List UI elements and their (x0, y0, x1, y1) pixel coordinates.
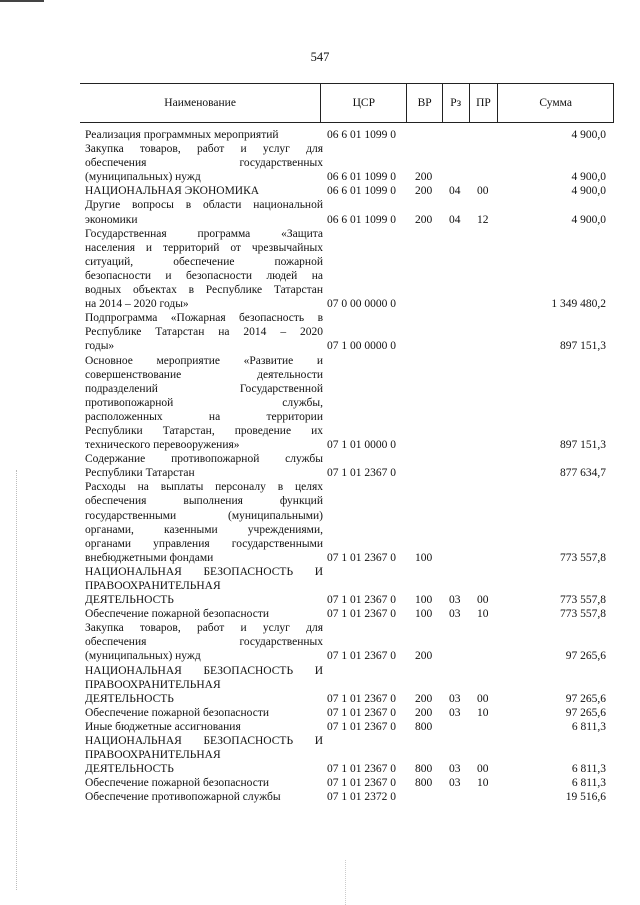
row-name (80, 198, 323, 226)
row-name-line: Основное мероприятие «Развитие и (85, 354, 323, 367)
row-csr: 07 1 01 2367 0 (327, 706, 396, 719)
row-name-line: ДЕЯТЕЛЬНОСТЬ (85, 594, 174, 607)
row-csr: 07 1 01 2367 0 (327, 720, 396, 733)
row-name (80, 354, 323, 453)
row-sum: 6 811,3 (571, 777, 606, 790)
row-name-line: подразделений Государственной (85, 382, 323, 395)
row-name-line: ДЕЯТЕЛЬНОСТЬ (85, 692, 174, 705)
row-name-line: ПРАВООХРАНИТЕЛЬНАЯ (85, 678, 221, 691)
row-rz: 03 (449, 692, 461, 705)
row-sum: 773 557,8 (560, 551, 606, 564)
row-csr: 07 1 01 2367 0 (327, 763, 396, 776)
row-name (80, 664, 323, 706)
row-csr: 07 1 01 2367 0 (327, 777, 396, 790)
row-name-line: Обеспечение пожарной безопасности (85, 608, 270, 621)
row-vr: 200 (415, 692, 433, 705)
row-name-line: водных объектах в Республике Татарстан (85, 284, 323, 297)
row-csr: 06 6 01 1099 0 (327, 171, 396, 184)
row-pr: 10 (477, 777, 489, 790)
row-rz: 04 (449, 185, 461, 198)
row-vr: 200 (415, 171, 433, 184)
table-row (80, 776, 614, 790)
row-name (80, 184, 323, 198)
row-name (80, 720, 323, 734)
header-rz: Рз (442, 84, 469, 122)
row-name-line: Другие вопросы в области национальной (85, 199, 323, 212)
row-name (80, 452, 323, 480)
row-name-line: Обеспечение противопожарной службы (85, 791, 281, 804)
row-name (80, 565, 323, 607)
table-row (80, 227, 614, 312)
row-vr: 100 (415, 608, 433, 621)
table-body (80, 128, 614, 805)
row-name-line: Подпрограмма «Пожарная безопасность в (85, 312, 323, 325)
row-vr: 200 (415, 185, 433, 198)
row-name-line: Государственная программа «Защита (85, 227, 323, 240)
row-name-line: обеспечения выполнения функций (85, 495, 323, 508)
table-header (80, 83, 614, 123)
row-name-line: населения и территорий от чрезвычайных (85, 241, 323, 254)
scan-edge-mark (0, 0, 44, 2)
row-name-line: ПРАВООХРАНИТЕЛЬНАЯ (85, 749, 221, 762)
row-sum: 773 557,8 (560, 594, 606, 607)
row-rz: 04 (449, 213, 461, 226)
table-row (80, 734, 614, 776)
row-name-line: Закупка товаров, работ и услуг для (85, 622, 323, 635)
row-sum: 4 900,0 (571, 185, 606, 198)
row-name-line: НАЦИОНАЛЬНАЯ БЕЗОПАСНОСТЬ И (85, 565, 323, 578)
row-csr: 07 1 01 2367 0 (327, 467, 396, 480)
row-sum: 6 811,3 (571, 720, 606, 733)
row-name-line: НАЦИОНАЛЬНАЯ ЭКОНОМИКА (85, 185, 260, 198)
row-name-line: ситуаций, обеспечение пожарной (85, 255, 323, 268)
row-sum: 773 557,8 (560, 608, 606, 621)
row-csr: 07 1 01 2367 0 (327, 594, 396, 607)
table-row (80, 720, 614, 734)
row-pr: 00 (477, 594, 489, 607)
row-name-line: внебюджетными фондами (85, 551, 214, 564)
row-name-line: обеспечения государственных (85, 157, 323, 170)
row-sum: 19 516,6 (565, 791, 606, 804)
header-vr: ВР (406, 84, 442, 122)
row-pr: 10 (477, 608, 489, 621)
table-row (80, 480, 614, 565)
row-vr: 100 (415, 551, 433, 564)
row-name-line: Республики Татарстан (85, 467, 195, 480)
row-sum: 6 811,3 (571, 763, 606, 776)
row-name-line: органами, казенными учреждениями, (85, 523, 323, 536)
table-row (80, 128, 614, 142)
row-rz: 03 (449, 608, 461, 621)
row-rz: 03 (449, 594, 461, 607)
row-sum: 97 265,6 (565, 650, 606, 663)
row-pr: 00 (477, 763, 489, 776)
row-name-line: Иные бюджетные ассигнования (85, 720, 241, 733)
row-sum: 4 900,0 (571, 213, 606, 226)
table-row (80, 790, 614, 804)
row-name (80, 776, 323, 790)
row-name-line: противопожарной службы, (85, 396, 323, 409)
row-vr: 800 (415, 720, 433, 733)
row-name-line: НАЦИОНАЛЬНАЯ БЕЗОПАСНОСТЬ И (85, 735, 323, 748)
row-name (80, 790, 323, 804)
row-name (80, 607, 323, 621)
row-name-line: ДЕЯТЕЛЬНОСТЬ (85, 763, 174, 776)
table-row (80, 664, 614, 706)
row-rz: 03 (449, 706, 461, 719)
scan-fold-line (16, 470, 17, 890)
row-name-line: совершенствование деятельности (85, 368, 323, 381)
row-csr: 06 6 01 1099 0 (327, 185, 396, 198)
row-name-line: Расходы на выплаты персоналу в целях (85, 481, 323, 494)
row-name (80, 706, 323, 720)
row-sum: 4 900,0 (571, 171, 606, 184)
header-sum: Сумма (497, 84, 614, 122)
page-number: 547 (310, 50, 330, 64)
row-name-line: (муниципальных) нужд (85, 171, 201, 184)
row-vr: 800 (415, 777, 433, 790)
table-row (80, 311, 614, 353)
row-name-line: Закупка товаров, работ и услуг для (85, 143, 323, 156)
row-vr: 200 (415, 213, 433, 226)
row-name (80, 128, 323, 142)
row-name-line: (муниципальных) нужд (85, 650, 201, 663)
row-name (80, 621, 323, 663)
row-rz: 03 (449, 777, 461, 790)
row-name (80, 311, 323, 353)
row-csr: 07 1 01 2367 0 (327, 650, 396, 663)
row-csr: 07 1 01 2367 0 (327, 692, 396, 705)
row-csr: 06 6 01 1099 0 (327, 213, 396, 226)
table-row (80, 142, 614, 184)
table-row (80, 198, 614, 226)
table-row (80, 184, 614, 198)
row-name-line: Обеспечение пожарной безопасности (85, 706, 270, 719)
row-sum: 4 900,0 (571, 129, 606, 141)
row-vr: 100 (415, 594, 433, 607)
row-pr: 10 (477, 706, 489, 719)
row-sum: 1 349 480,2 (551, 298, 606, 311)
row-pr: 12 (477, 213, 489, 226)
row-vr: 200 (415, 650, 433, 663)
row-name-line: расположенных на территории (85, 410, 323, 423)
row-sum: 97 265,6 (565, 692, 606, 705)
table-row (80, 565, 614, 607)
row-name-line: ПРАВООХРАНИТЕЛЬНАЯ (85, 580, 221, 592)
row-name-line: экономики (85, 213, 138, 226)
header-pr: ПР (469, 84, 498, 122)
row-vr: 800 (415, 763, 433, 776)
row-name-line: обеспечения государственных (85, 636, 323, 649)
row-vr: 200 (415, 706, 433, 719)
row-csr: 07 1 01 2367 0 (327, 608, 396, 621)
row-sum: 897 151,3 (560, 340, 606, 353)
row-sum: 897 151,3 (560, 439, 606, 452)
row-csr: 06 6 01 1099 0 (327, 129, 396, 141)
table-row (80, 452, 614, 480)
header-csr: ЦСР (320, 84, 406, 122)
row-name-line: Республики Татарстан, проведение их (85, 424, 323, 437)
table-row (80, 607, 614, 621)
row-name-line: безопасности и безопасности людей на (85, 269, 323, 282)
row-name-line: Содержание противопожарной службы (85, 453, 323, 466)
row-name-line: государственными (муниципальными) (85, 509, 323, 522)
row-name-line: органами управления государственными (85, 537, 323, 550)
table-row (80, 354, 614, 453)
row-csr: 07 0 00 0000 0 (327, 298, 396, 311)
row-sum: 877 634,7 (560, 467, 606, 480)
row-name (80, 142, 323, 184)
scan-fold-line-bottom (345, 860, 346, 905)
row-csr: 07 1 00 0000 0 (327, 340, 396, 353)
row-name (80, 734, 323, 776)
row-name-line: годы» (85, 340, 115, 353)
row-rz: 03 (449, 763, 461, 776)
row-csr: 07 1 01 2367 0 (327, 551, 396, 564)
row-csr: 07 1 01 0000 0 (327, 439, 396, 452)
row-pr: 00 (477, 692, 489, 705)
row-name-line: технического перевооружения» (85, 439, 240, 452)
table-row (80, 621, 614, 663)
row-name (80, 480, 323, 565)
row-name-line: НАЦИОНАЛЬНАЯ БЕЗОПАСНОСТЬ И (85, 664, 323, 677)
row-name-line: Обеспечение пожарной безопасности (85, 777, 270, 790)
row-name-line: на 2014 – 2020 годы» (85, 298, 189, 311)
table-row (80, 706, 614, 720)
header-name: Наименование (164, 97, 236, 109)
row-name-line: Реализация программных мероприятий (85, 129, 279, 141)
budget-table (80, 83, 614, 805)
row-name (80, 227, 323, 312)
row-name-line: Республике Татарстан на 2014 – 2020 (85, 326, 323, 339)
row-pr: 00 (477, 185, 489, 198)
row-csr: 07 1 01 2372 0 (327, 791, 396, 804)
row-sum: 97 265,6 (565, 706, 606, 719)
